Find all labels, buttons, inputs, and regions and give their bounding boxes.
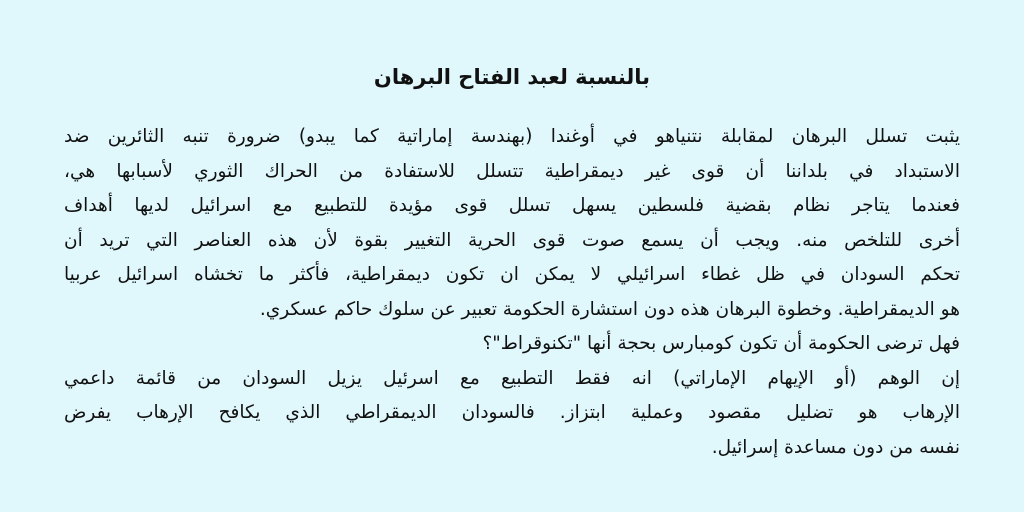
body-line: نفسه من دون مساعدة إسرائيل. [711,436,960,458]
post-body [64,120,960,465]
body-line: إن الوهم (أو الإيهام الإماراتي) انه فقط التطبيع مع اسرئيل يزيل السودان من قائمة داعمي [64,367,960,389]
post-title: بالنسبة لعبد الفتاح البرهان [373,65,651,89]
body-line: يثبت تسلل البرهان لمقابلة نتنياهو في أوغندا (بهندسة إماراتية كما يبدو) ضرورة تنبه الثائرين ضد [64,126,960,147]
body-line: الإرهاب هو تضليل مقصود وعملية ابتزاز. فالسودان الديمقراطي الذي يكافح الإرهاب يفرض [64,402,960,423]
body-line: فهل ترضى الحكومة أن تكون كومبارس بحجة أنها "تكنوقراط"؟ [482,333,960,354]
body-line: تحكم السودان في ظل غطاء اسرائيلي لا يمكن ان تكون ديمقراطية، فأكثر ما تخشاه اسرائيل عربيا [64,264,960,285]
body-line: أخرى للتلخص منه. ويجب أن يسمع صوت قوى الحرية التغيير بقوة لأن هذه العناصر التي تريد أن [64,229,960,251]
body-line: الاستبداد في بلداننا أن قوى غير ديمقراطية تتسلل للاستفادة من الحراك الثوري لأسبابها هي، [64,160,960,182]
body-line: فعندما يتاجر نظام بقضية فلسطين يسهل تسلل قوى مؤيدة للتطبيع مع اسرائيل لديها أهداف [64,195,960,216]
body-line: هو الديمقراطية. وخطوة البرهان هذه دون استشارة الحكومة تعبير عن سلوك حاكم عسكري. [259,298,960,320]
